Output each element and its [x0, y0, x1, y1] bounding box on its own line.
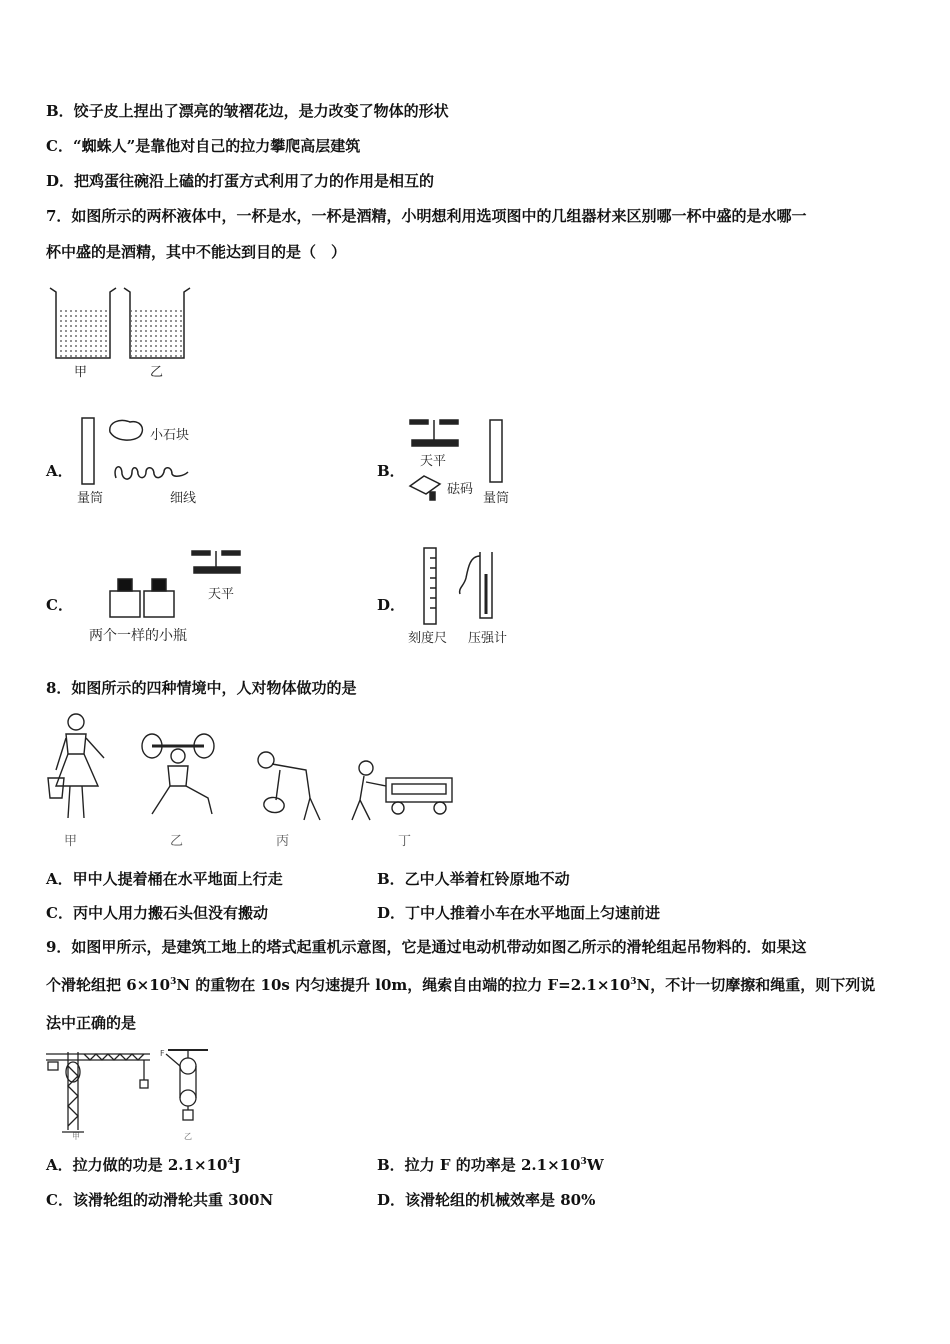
weights-box-icon	[410, 476, 440, 500]
label-ruler: 刻度尺	[408, 631, 448, 646]
person-cart-icon	[352, 761, 452, 820]
bottle-icon	[110, 579, 140, 617]
q7-option-b-letter: B．	[377, 462, 405, 480]
q7-beakers-figure	[44, 284, 194, 382]
beaker-label-yi: 乙	[150, 365, 164, 380]
bottle-icon	[144, 579, 174, 617]
q8-label-jia: 甲	[64, 834, 78, 849]
label-manometer: 压强计	[468, 631, 508, 646]
person-stone-icon	[258, 752, 320, 820]
q7-stem-line1: 7．如图所示的两杯液体中，一杯是水，一杯是酒精，小明想利用选项图中的几组器材来区别哪一杯中盛的是水哪一	[46, 207, 807, 225]
q8-label-bing: 丙	[276, 834, 290, 849]
q7-option-c-letter: C．	[46, 596, 73, 614]
balance-icon	[192, 551, 240, 573]
q9-stem-line1: 9．如图甲所示，是建筑工地上的塔式起重机示意图，它是通过电动机带动如图乙所示的滑轮组起吊物料的．如果这	[46, 938, 807, 956]
q6-option-c: C．“蜘蛛人”是靠他对自己的拉力攀爬高层建筑	[46, 137, 361, 155]
q8-option-d: D．丁中人推着小车在水平地面上匀速前进	[377, 904, 661, 922]
q7-stem-line2: 杯中盛的是酒精，其中不能达到目的是（ ）	[46, 243, 347, 261]
q8-label-yi: 乙	[170, 834, 184, 849]
measuring-cylinder-icon	[82, 418, 94, 484]
tower-crane-icon	[46, 1052, 150, 1132]
stone-icon	[110, 420, 143, 440]
thread-icon	[115, 467, 188, 479]
q6-option-d: D．把鸡蛋往碗沿上磕的打蛋方式利用了力的作用是相互的	[46, 172, 435, 190]
girl-bucket-icon	[48, 714, 104, 818]
q7-option-d-letter: D．	[377, 596, 406, 614]
manometer-icon	[460, 552, 492, 618]
q9-label-f: F	[160, 1049, 165, 1058]
q9-option-c: C．该滑轮组的动滑轮共重 300N	[46, 1191, 274, 1209]
beaker-yi	[124, 288, 190, 358]
label-cylinder-b: 量筒	[483, 491, 510, 506]
q9-stem-line3: 法中正确的是	[46, 1014, 137, 1032]
q8-figure	[40, 710, 460, 830]
label-cylinder-a: 量筒	[77, 491, 104, 506]
q9-label-jia: 甲	[72, 1132, 80, 1141]
q8-option-c: C．丙中人用力搬石头但没有搬动	[46, 904, 268, 922]
q6-option-b: B．饺子皮上捏出了漂亮的皱褶花边，是力改变了物体的形状	[46, 102, 449, 120]
q7-option-a-letter: A．	[46, 462, 73, 480]
q7-option-d-figure	[420, 544, 500, 630]
label-stone: 小石块	[150, 428, 190, 443]
q8-label-ding: 丁	[398, 834, 412, 849]
q8-stem: 8．如图所示的四种情境中，人对物体做功的是	[46, 679, 357, 697]
q9-option-d: D．该滑轮组的机械效率是 80%	[377, 1191, 596, 1209]
q8-option-b: B．乙中人举着杠铃原地不动	[377, 870, 570, 888]
beaker-label-jia: 甲	[74, 365, 88, 380]
label-weights: 砝码	[447, 482, 474, 497]
pulley-block-icon	[166, 1050, 208, 1120]
q9-stem-line2: 个滑轮组把 $6\times 10^3N$ 的重物在 10s 内匀速提升 l0m，绳索自由端的拉力 $F=2.1\times 10^3N$，不计一切摩擦和绳重，则下列说	[46, 976, 876, 994]
beaker-jia	[50, 288, 116, 358]
q8-option-a: A．甲中人提着桶在水平地面上行走	[46, 870, 283, 888]
balance-icon	[410, 420, 458, 446]
weightlifter-icon	[142, 734, 214, 814]
q9-option-b: B．拉力 F 的功率是 $2.1\times 10^3W$	[377, 1156, 604, 1174]
label-bottles: 两个一样的小瓶	[89, 628, 187, 644]
label-balance-b: 天平	[420, 454, 447, 469]
measuring-cylinder-icon	[490, 420, 502, 482]
label-balance-c: 天平	[208, 587, 235, 602]
q9-option-a: A．拉力做的功是 $2.1\times 10^4J$	[46, 1156, 241, 1174]
ruler-icon	[424, 548, 436, 624]
q9-label-yi: 乙	[184, 1132, 192, 1141]
label-thread: 细线	[170, 491, 197, 506]
q9-figure	[44, 1046, 214, 1138]
